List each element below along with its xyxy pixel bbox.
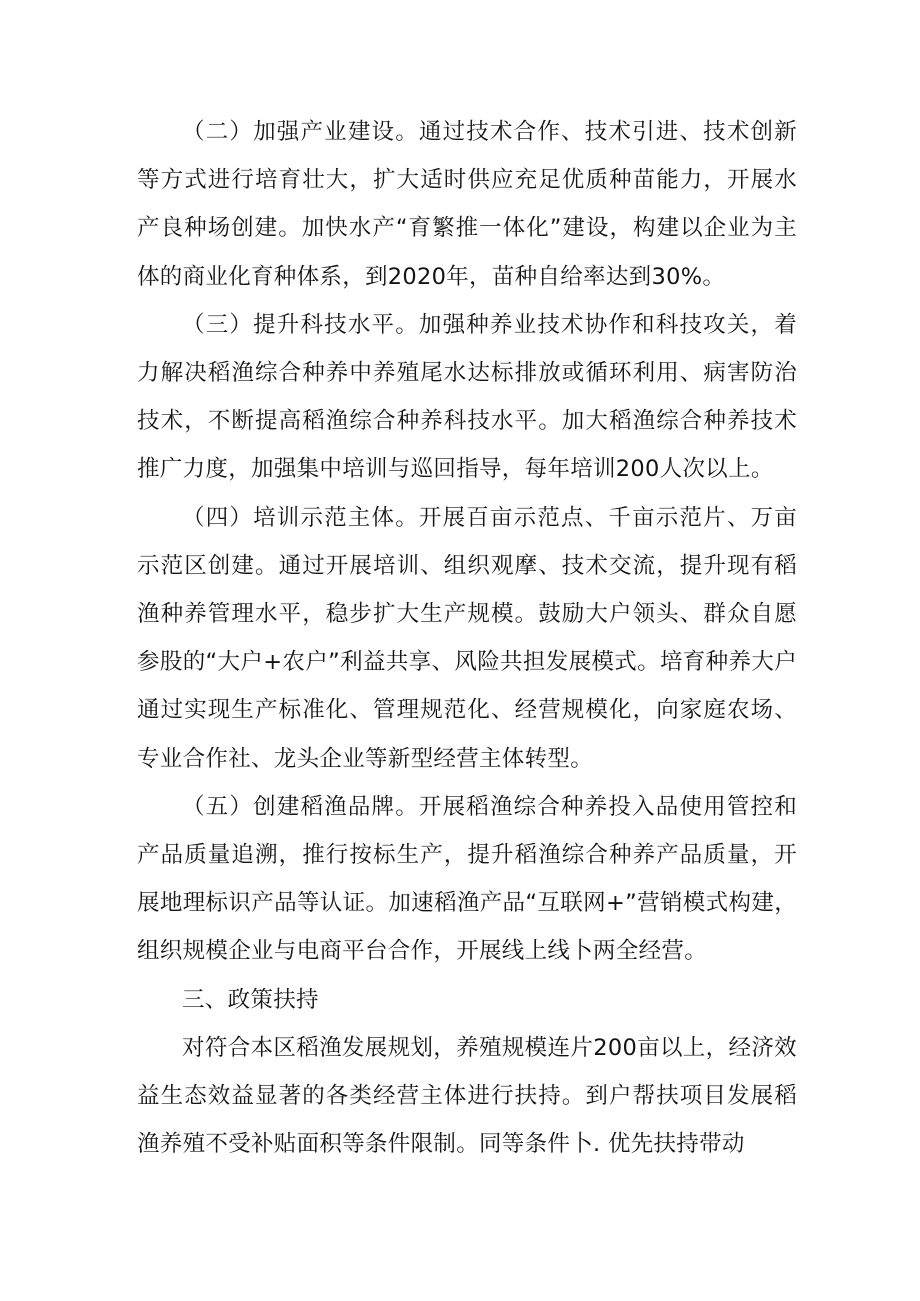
paragraph-policy-support: 对符合本区稻渔发展规划，养殖规模连片200亩以上，经济效益生态效益显著的各类经营主体进行扶持。到户帮扶项目发展稻渔养殖不受补贴面积等条件限制。同等条件卜. 优先扶持带动: [137, 1034, 797, 1158]
paragraph-demonstration-entities: （四）培训示范主体。开展百亩示范点、千亩示范片、万亩示范区创建。通过开展培训、组织观摩、技术交流，提升现有稻渔种养管理水平，稳步扩大生产规模。鼓励大户领头、群众自愿参股的“大户+农户”利益共享、风险共担发展模式。培育种养大户通过实现生产标准化、管理规范化、经营规模化，向家庭农场、专业合作社、龙头企业等新型经营主体转型。: [137, 504, 797, 772]
paragraph-technology-level: （三）提升科技水平。加强种养业技术协作和科技攻关，着力解决稻渔综合种养中养殖尾水达标排放或循环利用、病害防治技术，不断提高稻渔综合种养科技水平。加大稻渔综合种养技术推广力度，加强集中培训与巡回指导，每年培训200人次以上。: [137, 311, 797, 483]
paragraph-brand-building: （五）创建稻渔品牌。开展稻渔综合种养投入品使用管控和产品质量追溯，推行按标生产，提升稻渔综合种养产品质量，开展地理标识产品等认证。加速稻渔产品“互联网+”营销模式构建，组织规模企业与电商平台合作，开展线上线卜两全经营。: [137, 793, 797, 965]
section-heading-policy-support: 三、政策扶持: [182, 986, 319, 1013]
document-body: [137, 108, 797, 1168]
paragraph-industry-construction: （二）加强产业建设。通过技术合作、技术引进、技术创新等方式进行培育壮大，扩大适时供应充足优质种苗能力，开展水产良种场创建。加快水产“育繁推一体化”建设，构建以企业为主体的商业化育种体系，到2020年，苗种自给率达到30%。: [137, 119, 797, 290]
